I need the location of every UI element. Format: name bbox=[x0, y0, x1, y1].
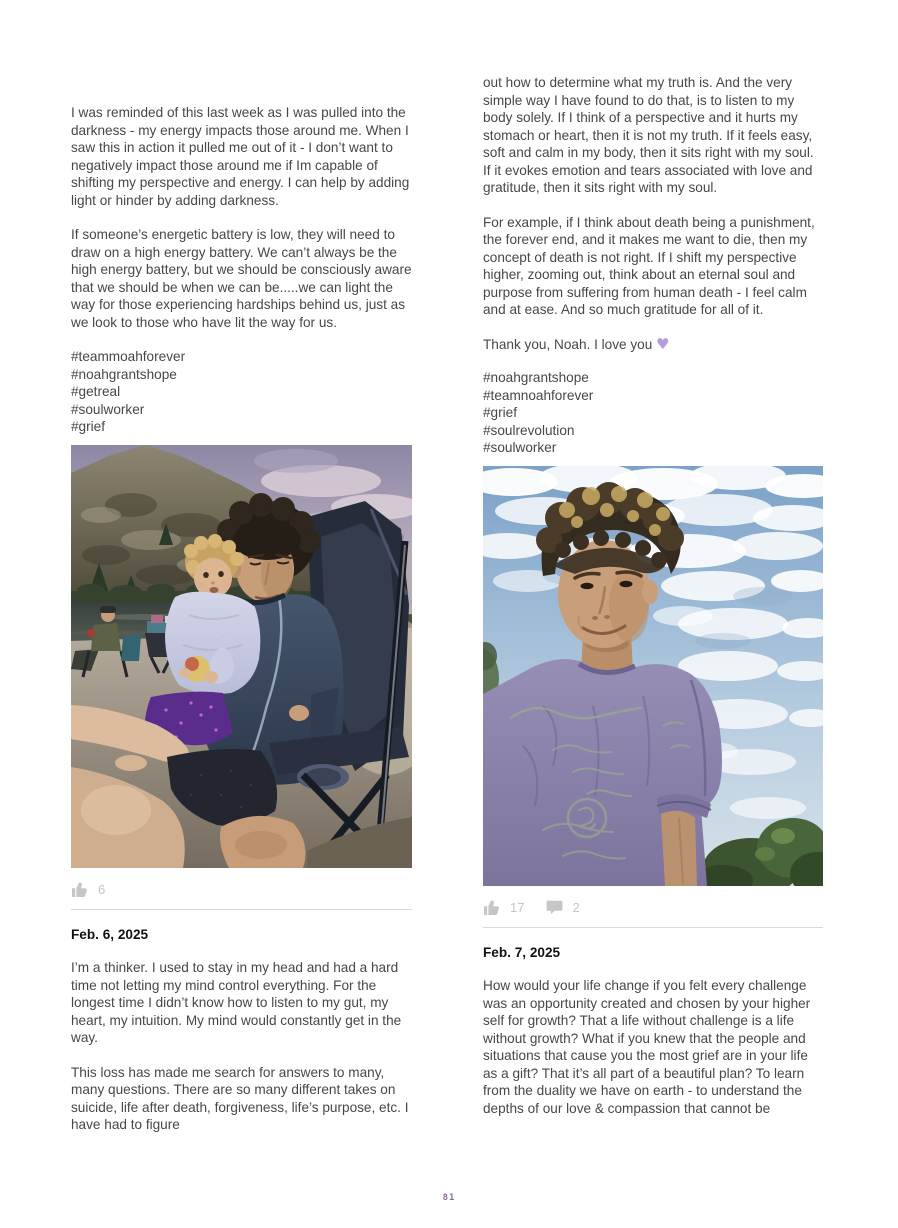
thumbs-up-icon bbox=[71, 882, 89, 898]
like-count: 17 bbox=[510, 899, 525, 915]
paragraph: This loss has made me search for answers to many, many questions. There are so many different takes on suicide, life after death, forgiveness, life’s purpose, etc. I have had to figure bbox=[71, 1064, 409, 1132]
paragraph: out how to determine what my truth is. And the very simple way I have found to do that, is to listen to my body solely. If I think of a perspective and it hurts my stomach or heart, then it is not my truth. If it feels easy, soft and calm in my body, then it sits right with my soul. If it evokes emotion and tears associated with love and gratitude, then it sits right with my soul. bbox=[483, 75, 814, 195]
like-bar bbox=[71, 881, 412, 899]
left-column bbox=[71, 104, 412, 1151]
thumbs-up-icon bbox=[483, 900, 501, 916]
portrait-photo bbox=[483, 466, 823, 886]
like-count: 6 bbox=[98, 881, 106, 897]
hashtag: #soulworker bbox=[71, 401, 145, 417]
paragraph: I was reminded of this last week as I was pulled into the darkness - my energy impacts those around me. When I saw this in action it pulled me out of it - I don’t want to negatively impact those around me if Im capable of shifting my perspective and energy. I can help by adding light or hinder by adding darkness. bbox=[71, 105, 410, 208]
hashtag: #teamnoahforever bbox=[483, 387, 594, 403]
like-bar bbox=[483, 899, 823, 917]
paragraph: How would your life change if you felt every challenge was an opportunity created and chosen by your higher self for growth? That a life without challenge is a life without growth? What if you knew that the people and situations that cause you the most grief are in your life as a gift? That it’s all part of a beautiful plan? To learn from the duality we have on earth - to understand the depths of our love & compassion that cannot be bbox=[483, 978, 811, 1116]
paragraph: I’m a thinker. I used to stay in my head and had a hard time not letting my mind control everything. For the longest time I didn’t know how to listen to my gut, my heart, my intuition. My mind would constantly get in the way. bbox=[71, 960, 402, 1045]
comment-count: 2 bbox=[572, 899, 580, 915]
hashtag: #grief bbox=[483, 405, 518, 420]
post-photo-portrait bbox=[483, 466, 823, 886]
camping-photo bbox=[71, 445, 412, 868]
love-text: Thank you, Noah. I love you bbox=[483, 336, 653, 352]
right-column bbox=[483, 74, 823, 1134]
post-date: Feb. 6, 2025 bbox=[71, 926, 149, 942]
comment-bubble-icon bbox=[546, 900, 563, 915]
paragraph: If someone’s energetic battery is low, they will need to draw on a high energy battery. We can’t always be the high energy battery, but we should be consciously aware that we should be when we can be.....we can light the way for those experiencing hardships behind us, just as we look to those who have lit the way for us. bbox=[71, 227, 412, 330]
hashtag: #teammoahforever bbox=[71, 349, 186, 364]
divider bbox=[71, 909, 412, 910]
post-date: Feb. 7, 2025 bbox=[483, 944, 561, 960]
divider bbox=[483, 927, 823, 928]
page-number: 81 bbox=[442, 1193, 456, 1203]
hashtag: #noahgrantshope bbox=[483, 370, 589, 385]
love-line bbox=[483, 336, 823, 354]
hashtag-list bbox=[71, 348, 412, 436]
hashtag: #soulworker bbox=[483, 440, 557, 455]
hashtag-list bbox=[483, 369, 823, 457]
hashtag: #getreal bbox=[71, 384, 121, 399]
paragraph: For example, if I think about death being a punishment, the forever end, and it makes me want to die, then my concept of death is not right. If I shift my perspective higher, zooming out, think about an eternal soul and purpose from suffering from human death - I feel calm and at ease. And so much gratitude for all of it. bbox=[483, 214, 815, 317]
post-photo-camping bbox=[71, 445, 412, 868]
hashtag: #grief bbox=[71, 419, 106, 434]
hashtag: #noahgrantshope bbox=[71, 366, 177, 382]
hashtag: #soulrevolution bbox=[483, 422, 575, 438]
purple-heart-icon: ♥ bbox=[656, 334, 670, 353]
